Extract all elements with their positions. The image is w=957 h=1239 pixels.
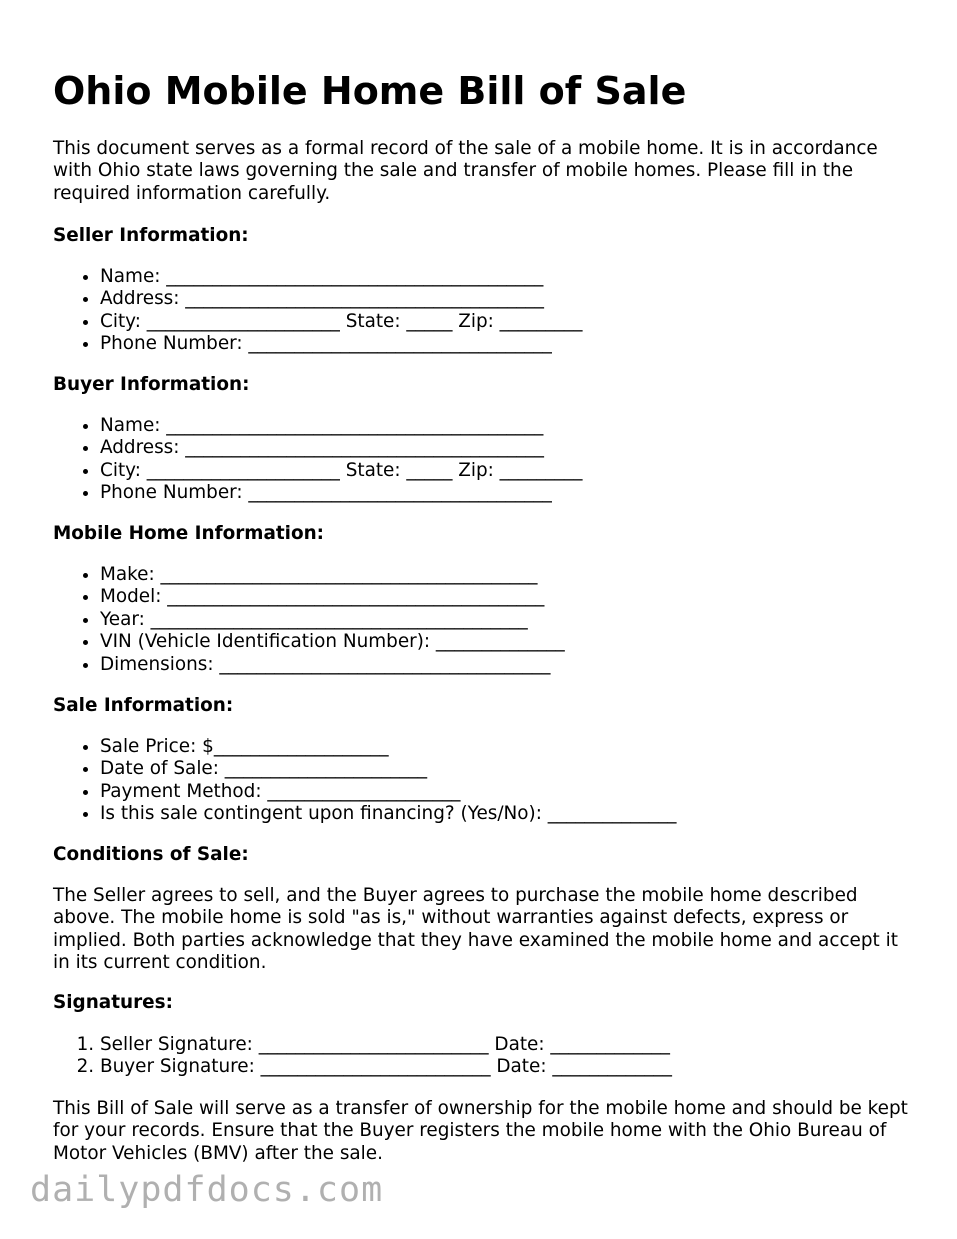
seller-heading: Seller Information:: [53, 225, 249, 246]
sale-price-field[interactable]: • Sale Price: $___________________: [100, 736, 677, 758]
buyer-name-field[interactable]: • Name: _________________________________________: [100, 415, 582, 437]
model-field[interactable]: • Model: _________________________________________: [100, 586, 565, 608]
vin-field[interactable]: • VIN (Vehicle Identification Number): ______________: [100, 631, 565, 653]
seller-list: [53, 266, 582, 356]
intro-paragraph: This document serves as a formal record of the sale of a mobile home. It is in accordance with Ohio state laws governing the sale and transfer of mobile homes. Please fill in the required information carefully.: [53, 138, 878, 204]
buyer-list: [53, 415, 582, 505]
mobile-home-heading: Mobile Home Information:: [53, 523, 325, 544]
signatures-list: [53, 1034, 672, 1079]
date-of-sale-field[interactable]: • Date of Sale: ______________________: [100, 758, 677, 780]
financing-contingent-field[interactable]: • Is this sale contingent upon financing? (Yes/No): ______________: [100, 803, 677, 825]
buyer-city-state-zip-field[interactable]: • City: _____________________ State: _____ Zip: _________: [100, 460, 582, 482]
dimensions-field[interactable]: • Dimensions: ____________________________________: [100, 654, 565, 676]
buyer-address-field[interactable]: • Address: _______________________________________: [100, 437, 582, 459]
conditions-heading: Conditions of Sale:: [53, 844, 249, 865]
payment-method-field[interactable]: • Payment Method: _____________________: [100, 781, 677, 803]
closing-paragraph: This Bill of Sale will serve as a transfer of ownership for the mobile home and should be kept for your records. Ensure that the Buyer registers the mobile home with the Ohio Bureau of Motor Vehicles (BMV) after the sale.: [53, 1098, 908, 1164]
year-field[interactable]: • Year: _________________________________________: [100, 609, 565, 631]
seller-name-field[interactable]: • Name: _________________________________________: [100, 266, 582, 288]
buyer-signature-field[interactable]: 2. Buyer Signature: _________________________ Date: _____________: [100, 1056, 672, 1078]
buyer-heading: Buyer Information:: [53, 374, 250, 395]
seller-city-state-zip-field[interactable]: • City: _____________________ State: _____ Zip: _________: [100, 311, 582, 333]
conditions-paragraph: The Seller agrees to sell, and the Buyer agrees to purchase the mobile home described above. The mobile home is sold "as is," without warranties against defects, express or implied. Both parties acknowledge that they have examined the mobile home and accept it in its current condition.: [53, 885, 898, 974]
seller-phone-field[interactable]: • Phone Number: _________________________________: [100, 333, 582, 355]
seller-signature-field[interactable]: 1. Seller Signature: _________________________ Date: _____________: [100, 1034, 672, 1056]
sale-list: [53, 736, 677, 826]
watermark: dailypdfdocs.com: [30, 1170, 384, 1210]
sale-heading: Sale Information:: [53, 695, 234, 716]
signatures-heading: Signatures:: [53, 992, 173, 1013]
mobile-home-list: [53, 564, 565, 676]
seller-address-field[interactable]: • Address: _______________________________________: [100, 288, 582, 310]
make-field[interactable]: • Make: _________________________________________: [100, 564, 565, 586]
buyer-phone-field[interactable]: • Phone Number: _________________________________: [100, 482, 582, 504]
page-title: Ohio Mobile Home Bill of Sale: [53, 69, 687, 113]
